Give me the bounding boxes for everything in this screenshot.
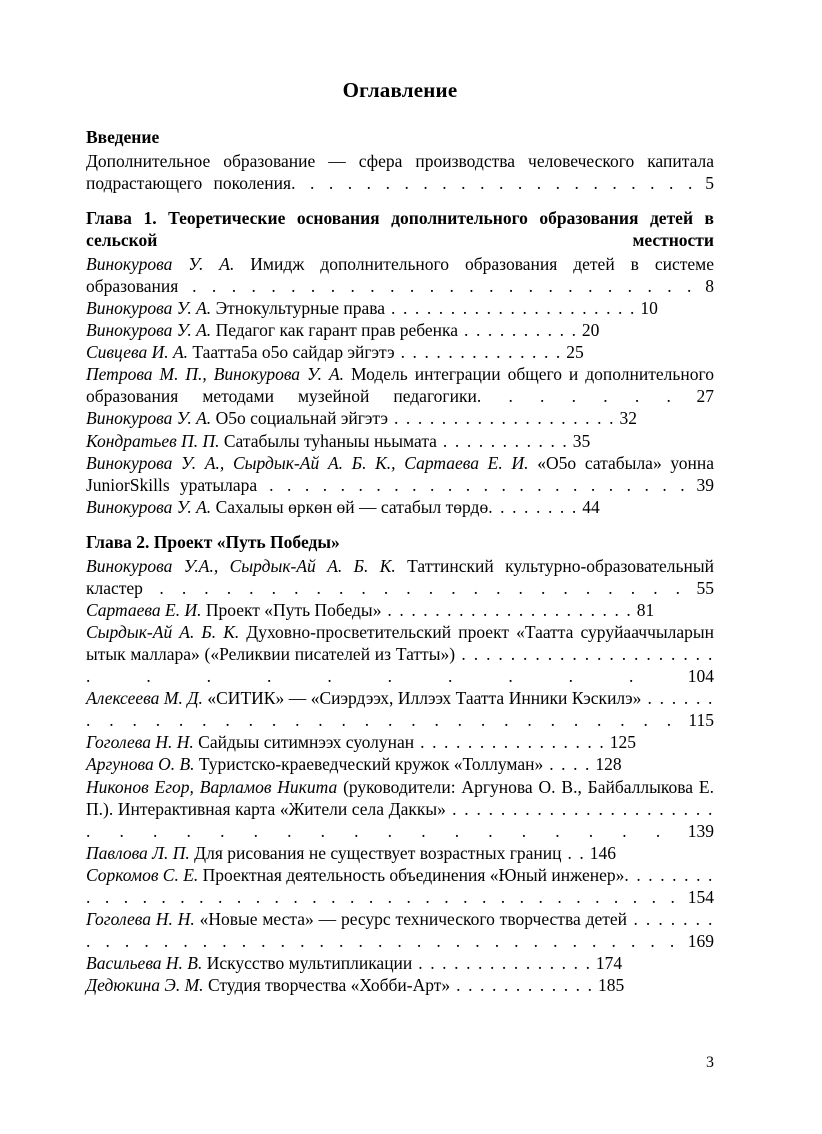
leader-dots: . . . . . . . . . . . . . . . . . . . . . . . . . . . . . . . . . . . . . . . . [86,798,714,841]
entry-text: Дополнительное образование — сфера производства человеческого капитала подрастающего поколения [86,151,714,194]
entry-text: Этнокультурные права [211,298,386,319]
leader-dots: . . . . . . . [476,386,673,407]
toc-entry[interactable] [86,621,714,687]
entry-text: Для рисования не существует возрастных границ [189,842,562,863]
entry-text: Туристско-краеведческий кружок «Толлуман» [194,754,544,775]
entry-author: Винокурова У.А., Сырдык-Ай А. Б. К. [86,556,396,577]
entry-author: Аргунова О. В. [86,754,195,775]
leader-dots: . . . . . . . . . . . . . . . . . . . . . [381,600,633,621]
toc-entry[interactable] [86,297,714,319]
entry-page: 81 [636,600,655,621]
toc-entry[interactable] [86,776,714,842]
entry-text: (руководители: Аргунова О. В., Байбаллыкова Е. П.). Интерактивная карта «Жители села Даккы» [86,776,714,819]
entry-text: Сатабылы туһаныы ньымата [219,430,437,451]
toc-entry[interactable] [86,319,714,341]
leader-dots: . . . . . . . . . . . . . . . . . . . . . . . . . . . . . . . . . . . . . . . . [86,864,714,907]
leader-dots: . . . . . . . . . . . . . . . . . . . . . . . . . . . . . . . [86,644,714,687]
entry-page: 35 [572,430,591,451]
entry-page: 125 [609,732,636,753]
toc-section-introduction [86,127,714,194]
entry-page: 139 [687,820,715,841]
toc-entry[interactable] [86,731,714,753]
leader-dots: . . . . . . . . . . . . . . . . . . . . . . [291,173,694,194]
entry-text: Духовно-просветительский проект «Таатта суруйааччыларын ытык маллара» («Реликвии писателей из Татты») [86,622,714,665]
leader-dots: . . . . . . . . . . . . . . . . . . . . . . . . . . . . . . . . [86,688,715,731]
toc-entry[interactable] [86,555,714,599]
entry-page: 32 [619,408,637,429]
entry-text: «О5о сатабыла» уонна JuniorSkills уратылара [86,452,714,495]
entry-author: Винокурова У. А. [86,320,212,341]
entry-text: Модель интеграции общего и дополнительного образования методами музейной педагогики [86,364,714,407]
entry-author: Винокурова У. А. [86,408,212,429]
entry-author: Гоголева Н. Н. [86,908,195,929]
entry-page: 5 [705,173,714,194]
entry-text: Сахалыы өркөн өй — сатабыл төрдө [211,496,489,517]
leader-dots: . . . . . . . . [488,496,578,517]
toc-entry[interactable] [86,687,714,731]
leader-dots: . . . . . . . . . . . . . . . . . . . . . . . . . . . . . . . . . . . . . . [86,908,714,951]
toc-entry[interactable] [86,150,714,194]
toc-section-chapter-1 [86,208,714,517]
entry-text: Студия творчества «Хобби-Арт» [203,974,451,995]
leader-dots: . . . . . . . . . . . . [450,974,594,995]
section-heading: Введение [86,127,160,147]
entry-page: 39 [696,474,714,495]
toc-section-chapter-2 [86,532,714,996]
entry-text: Таттинский культурно-образовательный кластер [86,556,714,599]
entry-text: Имидж дополнительного образования детей в системе образования [86,254,714,297]
toc-entry[interactable] [86,842,714,864]
entry-author: Винокурова У. А. [86,496,212,517]
entry-author: Винокурова У. А. [86,254,235,275]
entry-page: 55 [696,578,714,599]
entry-page: 169 [687,930,714,951]
entry-author: Дедюкина Э. М. [86,974,204,995]
page-title: Оглавление [342,78,458,102]
entry-author: Павлова Л. П. [86,842,190,863]
entry-text: Проект «Путь Победы» [201,600,382,621]
toc-entry[interactable] [86,952,714,974]
entry-author: Соркомов С. Е. [86,864,199,885]
entry-author: Гоголева Н. Н. [86,732,194,753]
toc-entry[interactable] [86,864,714,908]
toc-entry[interactable] [86,496,714,518]
section-heading: Глава 2. Проект «Путь Победы» [86,531,340,552]
leader-dots: . . . . . . . . . . . . . . . [412,952,592,973]
entry-text: Искусство мультипликации [202,952,413,973]
toc-entry[interactable] [86,430,714,452]
leader-dots: . . [561,842,586,863]
toc-entry[interactable] [86,599,714,621]
entry-text: О5о социальнай эйгэтэ [211,408,388,429]
entry-page: 104 [687,666,714,687]
entry-author: Сырдык-Ай А. Б. К. [86,622,240,643]
leader-dots: . . . . . . . . . . . . . . [394,342,562,363]
entry-author: Васильева Н. В. [86,952,203,973]
entry-page: 20 [581,320,600,341]
entry-page: 44 [582,496,600,517]
toc-entry[interactable] [86,253,714,297]
entry-page: 185 [597,974,625,995]
leader-dots: . . . . [543,754,592,775]
entry-author: Алексеева М. Д. [86,688,203,709]
entry-page: 154 [687,886,714,907]
leader-dots: . . . . . . . . . . . . . . . . . . . . . . . . [142,578,682,599]
entry-page: 174 [595,952,623,973]
leader-dots: . . . . . . . . . . . [436,430,569,451]
leader-dots: . . . . . . . . . . . . . . . . [414,732,606,753]
entry-page: 8 [705,276,715,297]
section-heading: Глава 1. Теоретические основания дополнительного образования детей в сельской местности [86,208,714,250]
entry-page: 146 [589,842,617,863]
entry-text: Проектная деятельность объединения «Юный инженер» [198,864,625,885]
entry-page: 27 [696,386,714,407]
leader-dots: . . . . . . . . . . [458,320,578,341]
entry-text: Сайдыы ситимнээх суолунан [193,732,415,753]
entry-author: Никонов Егор, Варламов Никита [86,776,338,797]
toc-entry[interactable] [86,974,714,996]
entry-author: Петрова М. П., Винокурова У. А. [86,364,345,385]
entry-page: 25 [566,342,584,363]
entry-text: «СИТИК» — «Сиэрдээх, Иллээх Таатта Инники Кэскилэ» [202,688,642,709]
entry-text: «Новые места» — ресурс технического творчества детей [194,908,628,929]
entry-page: 10 [640,298,658,319]
toc-entry[interactable] [86,753,714,775]
toc-entry[interactable] [86,407,714,429]
entry-text: Педагог как гарант прав ребенка [211,320,459,341]
entry-text: Таатта5а о5о сайдар эйгэтэ [188,342,395,363]
entry-author: Сартаева Е. И. [86,600,202,621]
leader-dots: . . . . . . . . . . . . . . . . . . . [388,408,616,429]
toc-entry[interactable] [86,363,714,407]
toc-entry[interactable] [86,341,714,363]
leader-dots: . . . . . . . . . . . . . . . . . . . . . . . . [257,474,687,495]
entry-page: 115 [688,710,714,731]
toc-entry[interactable] [86,908,714,952]
entry-author: Винокурова У. А., Сырдык-Ай А. Б. К., Сартаева Е. И. [86,452,529,473]
entry-page: 128 [595,754,622,775]
entry-author: Сивцева И. А. [86,342,189,363]
page-folio: 3 [706,1054,714,1071]
entry-author: Винокурова У. А. [86,298,212,319]
leader-dots: . . . . . . . . . . . . . . . . . . . . . [385,298,636,319]
toc-entry[interactable] [86,452,714,496]
entry-author: Кондратьев П. П. [86,430,220,451]
leader-dots: . . . . . . . . . . . . . . . . . . . . . . . . . . [178,276,694,297]
